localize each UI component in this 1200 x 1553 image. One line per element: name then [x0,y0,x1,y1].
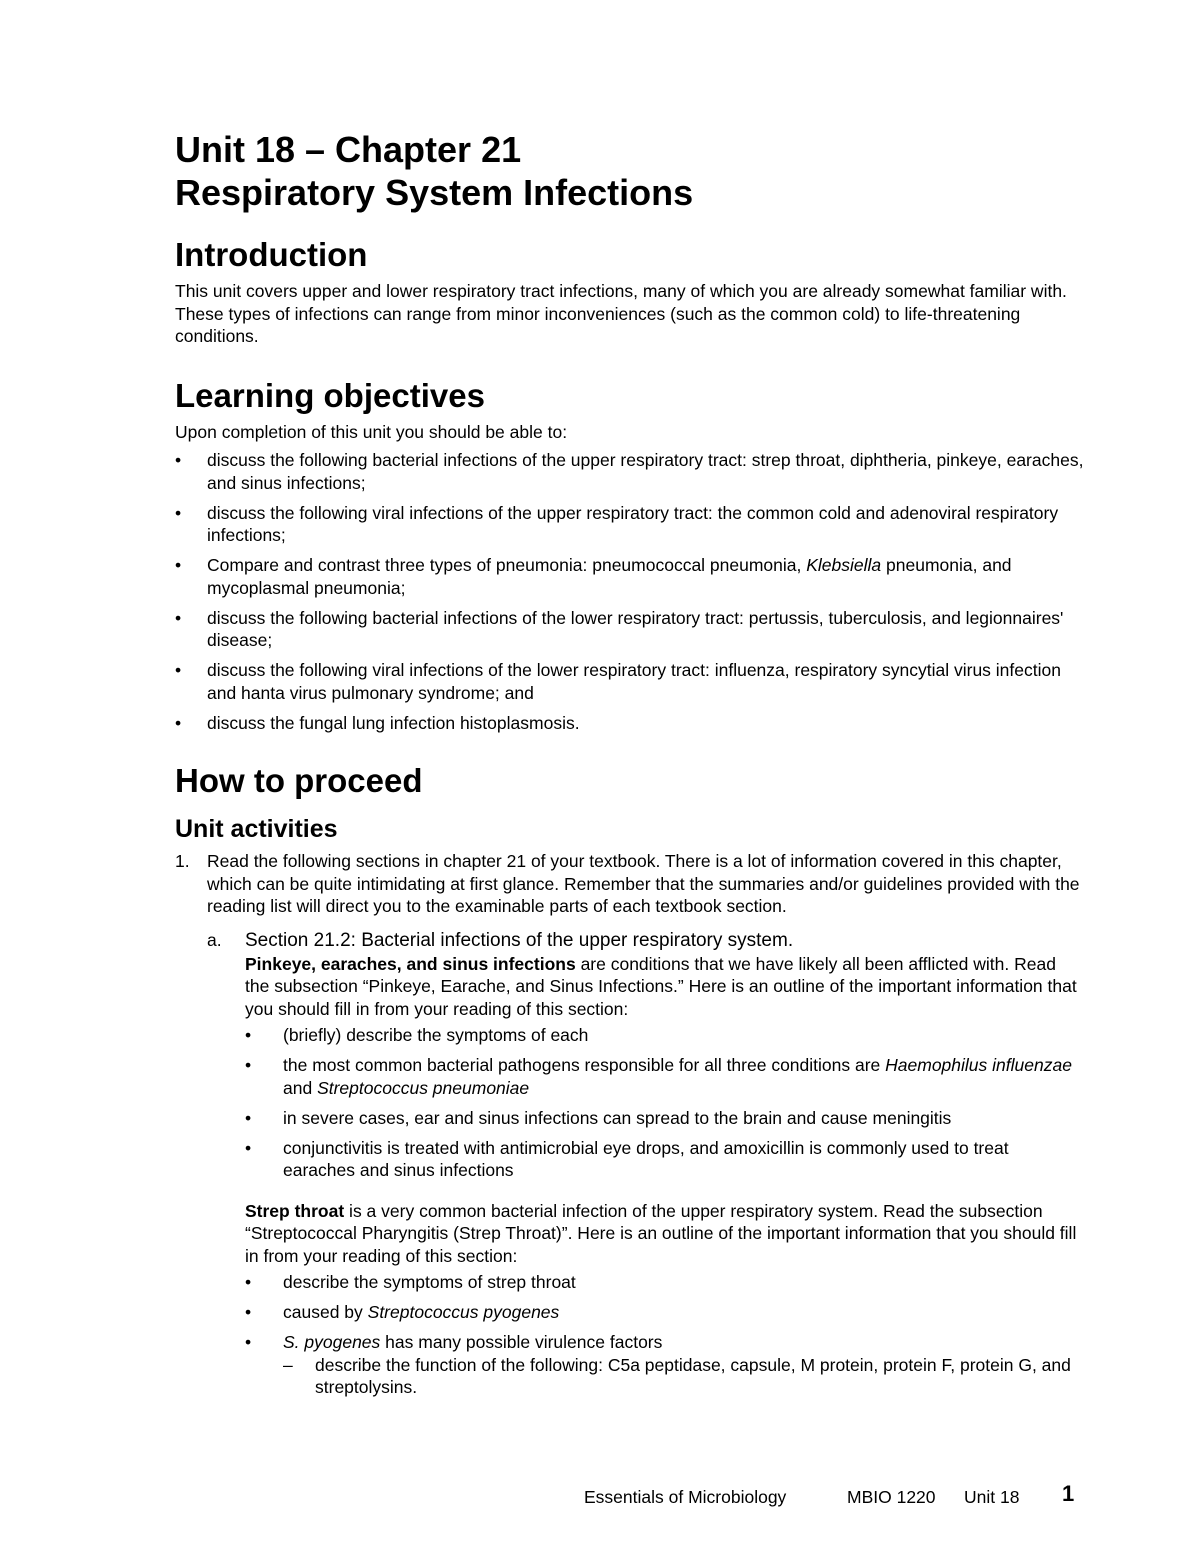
list-item [245,1301,1085,1324]
dash-marker: – [283,1354,293,1375]
outline-text: and [283,1077,318,1098]
pathogen-italic: Haemophilus influenzae [885,1055,1072,1075]
outline-text: (briefly) describe the symptoms of each [283,1025,589,1045]
dash-sub-item [283,1354,1085,1399]
unit-activities-heading: Unit activities [175,815,338,843]
bullet-icon: • [175,712,182,733]
strep-paragraph [245,1200,1085,1268]
section-title: Section 21.2: Bacterial infections of the upper respiratory system. [245,929,794,951]
learning-objectives-heading: Learning objectives [175,376,485,414]
objective-text: discuss the following viral infections of the upper respiratory tract: the common cold and adenoviral respiratory infections; [207,502,1059,545]
outline-text: in severe cases, ear and sinus infections can spread to the brain and cause meningitis [283,1107,952,1128]
list-item [245,1107,1085,1130]
pathogen-italic: Streptococcus pyogenes [367,1302,560,1322]
step-text: Read the following sections in chapter 21 of your textbook. There is a lot of information covered in this chapter, which can be quite intimidating at first glance. Remember that the summaries and/or guidelines provided with the reading list will direct you to the examinable parts of each textbook section. [207,851,1080,916]
bullet-icon: • [245,1272,252,1292]
list-item [175,850,1085,918]
outline-text: has many possible virulence factors [380,1332,663,1352]
list-item [245,1054,1085,1099]
outline-text: describe the symptoms of strep throat [283,1272,576,1292]
learning-objectives-list [175,449,1085,734]
title-line-2: Respiratory System Infections [175,172,694,213]
list-item [245,1331,1085,1399]
introduction-heading: Introduction [175,236,368,273]
bullet-icon: • [245,1055,252,1075]
sub-item-letter: a. [207,929,222,950]
strep-outline-list [245,1271,1085,1399]
outline-text: caused by [283,1302,368,1322]
document-page [175,128,1085,1399]
pinkeye-outline-list [245,1024,1085,1182]
step-number: 1. [175,851,190,871]
introduction-text: This unit covers upper and lower respiratory tract infections, many of which you are already somewhat familiar with. These types of infections can range from minor inconveniences (such as the common cold) to life-threatening conditions. [175,281,1067,346]
objective-italic-term: Klebsiella [806,555,882,575]
bullet-icon: • [245,1302,252,1322]
pinkeye-text: are conditions that we have likely all been afflicted with. Read the subsection “Pinkeye, Earache, and Sinus Infections.” Here is an outline of the important information that you should fill in from your reading of this section: [245,953,1077,1019]
title-line-1: Unit 18 – Chapter 21 [175,129,522,170]
pathogen-italic: S. pyogenes [283,1332,381,1352]
footer-course-code: MBIO 1220 [847,1487,936,1507]
list-item [175,607,1085,652]
objective-text-part: Compare and contrast three types of pneumonia: pneumococcal pneumonia, [207,555,807,575]
bullet-icon: • [245,1332,252,1352]
activities-list [175,850,1085,918]
objective-text-part: pneumonia, and mycoplasmal pneumonia; [207,555,1012,598]
list-item [245,1271,1085,1294]
page-number: 1 [1062,1481,1075,1506]
pinkeye-bold-term: Pinkeye, earaches, and sinus infections [245,953,576,974]
bullet-icon: • [245,1025,252,1045]
strep-bold-term: Strep throat [245,1200,345,1221]
outline-text: conjunctivitis is treated with antimicrobial eye drops, and amoxicillin is commonly used to treat earaches and sinus infections [283,1137,1009,1180]
learning-objectives-lead: Upon completion of this unit you should be able to: [175,421,568,442]
how-to-proceed-heading: How to proceed [175,762,423,799]
outline-text: the most common bacterial pathogens responsible for all three conditions are [283,1055,886,1075]
objective-text: discuss the following viral infections of the lower respiratory tract: influenza, respiratory syncytial virus infection and hanta virus pulmonary syndrome; and [207,660,1061,703]
bullet-icon: • [175,660,182,680]
bullet-icon: • [175,607,182,628]
list-item [175,449,1085,494]
pinkeye-paragraph [245,953,1085,1021]
list-item [175,502,1085,547]
sub-item-a [207,928,1085,1399]
pathogen-italic: Streptococcus pneumoniae [317,1077,530,1098]
page-title [175,128,1085,214]
strep-text: is a very common bacterial infection of the upper respiratory system. Read the subsection “Streptococcal Pharyngitis (Strep Throat)”. Here is an outline of the important information that you should fill in from your reading of this section: [245,1200,1077,1266]
objective-text: discuss the following bacterial infections of the upper respiratory tract: strep throat, diphtheria, pinkeye, earaches, and sinus infections; [207,450,1084,493]
footer-course: Essentials of Microbiology [584,1487,787,1507]
list-item [175,659,1085,704]
bullet-icon: • [175,450,182,470]
bullet-icon: • [245,1107,252,1128]
objective-text: discuss the fungal lung infection histoplasmosis. [207,712,580,733]
bullet-icon: • [245,1137,252,1158]
objective-text: discuss the following bacterial infections of the lower respiratory tract: pertussis, tuberculosis, and legionnaires' disease; [207,607,1064,650]
footer-unit: Unit 18 [964,1487,1020,1507]
bullet-icon: • [175,502,182,523]
list-item [245,1137,1085,1182]
list-item [175,712,1085,735]
list-item [245,1024,1085,1047]
dash-text: describe the function of the following: C5a peptidase, capsule, M protein, protein F, protein G, and streptolysins. [315,1354,1071,1397]
bullet-icon: • [175,555,182,575]
list-item [175,554,1085,599]
